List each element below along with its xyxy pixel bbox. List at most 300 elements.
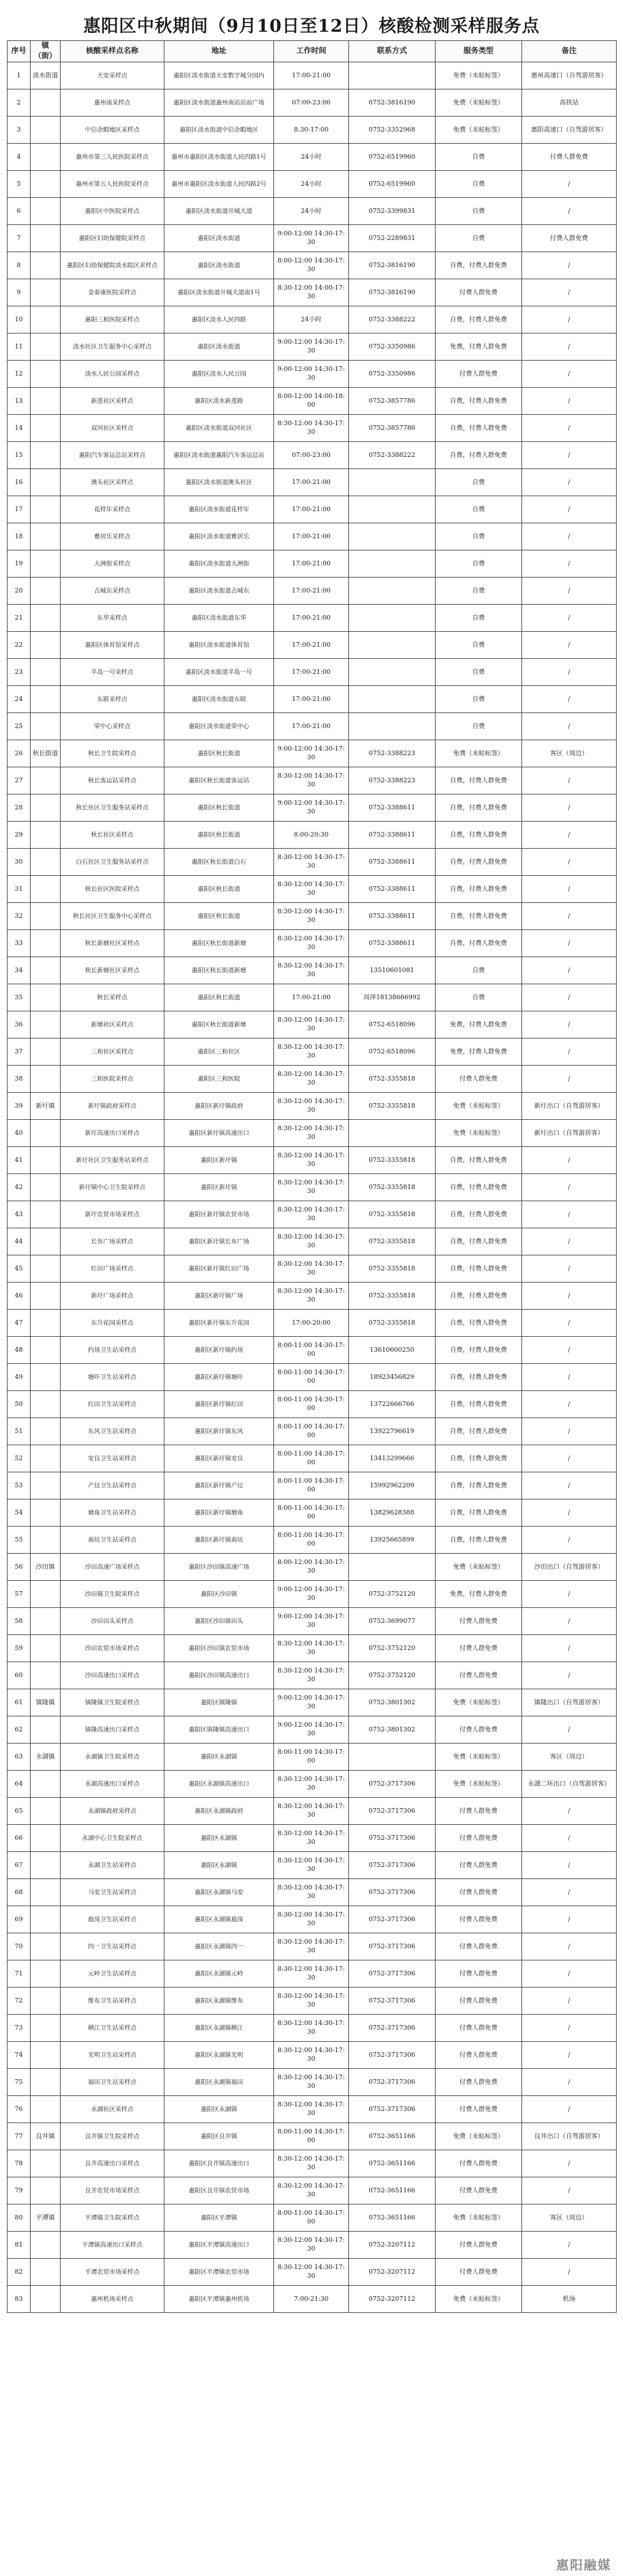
cell-index: 37 — [7, 1038, 31, 1066]
cell-index: 58 — [7, 1608, 31, 1635]
cell-address: 惠阳区永湖镇鹿岗 — [164, 1906, 274, 1933]
cell-notes: 机场 — [522, 2286, 617, 2313]
cell-address: 惠阳区新圩镇南坑 — [164, 1527, 274, 1554]
cell-hours: 24小时 — [274, 306, 349, 333]
cell-address: 惠阳区秋长街道 — [164, 822, 274, 849]
cell-hours: 8:30-12:00 14:30-17:30 — [274, 2259, 349, 2286]
cell-town — [31, 279, 61, 306]
cell-site-name: 东升花园采样点 — [61, 1310, 164, 1337]
cell-contact: 0752-3388611 — [349, 876, 436, 903]
cell-hours: 9:00-12:00 14:30-17:30 — [274, 1716, 349, 1743]
cell-service-type: 自费，付费人群免费 — [436, 415, 522, 442]
cell-town — [31, 2259, 61, 2286]
cell-index: 50 — [7, 1391, 31, 1418]
cell-hours: 8:30-12:00 14:30-17:30 — [274, 1771, 349, 1798]
cell-index: 57 — [7, 1581, 31, 1608]
cell-index: 25 — [7, 713, 31, 740]
cell-contact: 0752-3388222 — [349, 306, 436, 333]
cell-town — [31, 144, 61, 171]
cell-notes: 良井出口（自驾游居客） — [522, 2123, 617, 2150]
cell-service-type: 自费 — [436, 171, 522, 198]
cell-town — [31, 767, 61, 794]
cell-address: 惠阳区淡水街道天安数字城分园内 — [164, 62, 274, 89]
cell-contact: 周萍18138666992 — [349, 984, 436, 1011]
cell-address: 惠阳区新圩镇红田 — [164, 1391, 274, 1418]
cell-address: 惠阳区永湖镇马安 — [164, 1879, 274, 1906]
cell-site-name: 新圩高速出口采样点 — [61, 1120, 164, 1147]
cell-index: 28 — [7, 794, 31, 822]
cell-town — [31, 1337, 61, 1364]
cell-index: 70 — [7, 1933, 31, 1960]
cell-town — [31, 1527, 61, 1554]
table-row — [7, 1581, 617, 1608]
cell-hours: 8:30-12:00 14:30-17:30 — [274, 2042, 349, 2069]
cell-notes: / — [522, 388, 617, 415]
cell-index: 47 — [7, 1310, 31, 1337]
cell-hours: 9:00-12:00 14:30-17:30 — [274, 740, 349, 767]
cell-notes: / — [522, 1906, 617, 1933]
table-row — [7, 89, 617, 117]
table-row — [7, 903, 617, 930]
cell-notes: / — [522, 1445, 617, 1472]
cell-contact: 0752-3717306 — [349, 2042, 436, 2069]
cell-service-type: 自费 — [436, 713, 522, 740]
cell-hours: 9:00-12:00 14:30-17:30 — [274, 333, 349, 361]
cell-town: 秋长街道 — [31, 740, 61, 767]
cell-hours: 8:00-11:00 14:30-17:00 — [274, 1337, 349, 1364]
cell-hours: 8:30-17:00 — [274, 117, 349, 144]
table-row — [7, 2069, 617, 2096]
cell-site-name: 沙田镇卫生院采样点 — [61, 1581, 164, 1608]
cell-town — [31, 1852, 61, 1879]
cell-contact: 0752-3717306 — [349, 2069, 436, 2096]
cell-hours: 8:30-12:00 14:30-17:30 — [274, 1906, 349, 1933]
cell-address: 惠阳区永湖镇光明 — [164, 2042, 274, 2069]
cell-address: 惠阳区新圩镇红田广场 — [164, 1255, 274, 1283]
cell-town: 镇隆镇 — [31, 1689, 61, 1716]
cell-contact — [349, 523, 436, 550]
cell-hours: 8:00-12:00 14:30-17:30 — [274, 1554, 349, 1581]
cell-site-name: 光明卫生站采样点 — [61, 2042, 164, 2069]
cell-service-type: 自费，付费人群免费 — [436, 1228, 522, 1255]
cell-service-type: 自费，付费人群免费 — [436, 388, 522, 415]
cell-index: 15 — [7, 442, 31, 469]
cell-notes: / — [522, 1662, 617, 1689]
cell-town — [31, 1066, 61, 1093]
cell-contact: 0752-6519960 — [349, 171, 436, 198]
cell-hours: 8:30-12:00 14:30-17:30 — [274, 1066, 349, 1093]
cell-notes: 客区（周边） — [522, 1743, 617, 1771]
cell-service-type: 自费 — [436, 957, 522, 984]
cell-contact: 0752-3355818 — [349, 1310, 436, 1337]
cell-address: 惠阳区新圩镇塘角 — [164, 1499, 274, 1527]
table-row — [7, 442, 617, 469]
cell-site-name: 维布卫生站采样点 — [61, 1988, 164, 2015]
cell-town — [31, 225, 61, 252]
cell-notes: / — [522, 2259, 617, 2286]
cell-town — [31, 1771, 61, 1798]
cell-index: 30 — [7, 849, 31, 876]
cell-notes: / — [522, 1499, 617, 1527]
cell-contact — [349, 605, 436, 632]
cell-notes: / — [522, 713, 617, 740]
table-row — [7, 1011, 617, 1038]
table-row — [7, 388, 617, 415]
cell-address: 惠阳区沙田镇高速广场 — [164, 1554, 274, 1581]
cell-service-type: 自费，付费人群免费 — [436, 1337, 522, 1364]
cell-site-name: 南坑卫生站采样点 — [61, 1527, 164, 1554]
cell-town — [31, 2232, 61, 2259]
cell-town — [31, 1960, 61, 1988]
cell-site-name: 新莲社区采样点 — [61, 388, 164, 415]
cell-town: 沙田镇 — [31, 1554, 61, 1581]
cell-service-type: 自费 — [436, 550, 522, 578]
cell-address: 惠阳区永湖镇维布 — [164, 1988, 274, 2015]
cell-address: 惠阳区淡水街道开城大道 — [164, 198, 274, 225]
cell-contact — [349, 659, 436, 686]
cell-town — [31, 523, 61, 550]
cell-site-name: 平潭镇卫生院采样点 — [61, 2204, 164, 2232]
cell-town — [31, 1472, 61, 1499]
cell-address: 惠州市惠阳区淡水街道人民四路2号 — [164, 171, 274, 198]
table-row — [7, 2015, 617, 2042]
table-row — [7, 849, 617, 876]
cell-hours: 8:30-12:00 14:30-17:30 — [274, 1662, 349, 1689]
cell-index: 19 — [7, 550, 31, 578]
table-row — [7, 632, 617, 659]
cell-index: 10 — [7, 306, 31, 333]
cell-contact: 0752-3651166 — [349, 2204, 436, 2232]
cell-contact — [349, 469, 436, 496]
cell-site-name: 中信余暇地区采样点 — [61, 117, 164, 144]
table-row — [7, 1391, 617, 1418]
cell-contact — [349, 632, 436, 659]
cell-site-name: 塘吓卫生站采样点 — [61, 1364, 164, 1391]
cell-notes: / — [522, 2042, 617, 2069]
table-row — [7, 1798, 617, 1825]
table-row — [7, 767, 617, 794]
cell-index: 38 — [7, 1066, 31, 1093]
cell-notes: / — [522, 2015, 617, 2042]
cell-index: 7 — [7, 225, 31, 252]
cell-contact: 13510601081 — [349, 957, 436, 984]
cell-site-name: 惠阳三和医院采样点 — [61, 306, 164, 333]
cell-index: 56 — [7, 1554, 31, 1581]
cell-index: 60 — [7, 1662, 31, 1689]
table-row — [7, 1554, 617, 1581]
table-row — [7, 1472, 617, 1499]
cell-index: 73 — [7, 2015, 31, 2042]
cell-address: 惠阳区淡水街道东华 — [164, 605, 274, 632]
cell-town — [31, 1310, 61, 1337]
cell-town — [31, 1499, 61, 1527]
cell-notes: / — [522, 1038, 617, 1066]
cell-address: 惠阳区良井镇 — [164, 2123, 274, 2150]
cell-index: 74 — [7, 2042, 31, 2069]
cell-site-name: 白石社区卫生服务站采样点 — [61, 849, 164, 876]
cell-notes: / — [522, 1581, 617, 1608]
cell-town — [31, 550, 61, 578]
cell-site-name: 永湖镇政府采样点 — [61, 1798, 164, 1825]
cell-notes: / — [522, 930, 617, 957]
cell-contact — [349, 62, 436, 89]
cell-service-type: 免费（未贴标签） — [436, 1743, 522, 1771]
cell-site-name: 长布广场采样点 — [61, 1228, 164, 1255]
cell-service-type: 付费人群免费 — [436, 1825, 522, 1852]
cell-site-name: 永湖社区采样点 — [61, 2096, 164, 2123]
cell-contact: 0752-3717306 — [349, 1771, 436, 1798]
cell-contact — [349, 1120, 436, 1147]
cell-service-type: 付费人群免费 — [436, 2069, 522, 2096]
cell-service-type: 自费 — [436, 686, 522, 713]
cell-site-name: 古城东采样点 — [61, 578, 164, 605]
cell-site-name: 秋长采样点 — [61, 984, 164, 1011]
cell-service-type: 免费，付费人群免费 — [436, 333, 522, 361]
table-row — [7, 1201, 617, 1228]
cell-index: 35 — [7, 984, 31, 1011]
cell-service-type: 付费人群免费 — [436, 2096, 522, 2123]
cell-index: 59 — [7, 1635, 31, 1662]
cell-hours: 17:00-21:00 — [274, 550, 349, 578]
cell-hours: 8:30-12:00 14:30-17:30 — [274, 1635, 349, 1662]
cell-contact: 0752-3355818 — [349, 1066, 436, 1093]
cell-hours: 8:30-12:00 14:30-17:30 — [274, 1011, 349, 1038]
table-row — [7, 2150, 617, 2177]
cell-hours: 8:30-12:00 14:30-17:30 — [274, 1852, 349, 1879]
cell-address: 惠阳区淡水街道 — [164, 333, 274, 361]
cell-site-name: 秋长客运站采样点 — [61, 767, 164, 794]
cell-index: 23 — [7, 659, 31, 686]
table-row — [7, 1960, 617, 1988]
cell-town — [31, 1988, 61, 2015]
cell-service-type: 自费，付费人群免费 — [436, 1255, 522, 1283]
cell-notes: / — [522, 1933, 617, 1960]
cell-hours: 8:30-12:00 14:30-17:30 — [274, 849, 349, 876]
cell-service-type: 免费（未贴标签） — [436, 1689, 522, 1716]
cell-contact: 18923456829 — [349, 1364, 436, 1391]
cell-site-name: 良井镇卫生院采样点 — [61, 2123, 164, 2150]
cell-notes: / — [522, 523, 617, 550]
cell-index: 49 — [7, 1364, 31, 1391]
cell-town — [31, 1445, 61, 1472]
cell-notes: / — [522, 1228, 617, 1255]
cell-address: 惠阳区秋长街道白石 — [164, 849, 274, 876]
cell-address: 惠阳区淡水街道惠州南站站前广场 — [164, 89, 274, 117]
table-row — [7, 1716, 617, 1743]
table-row — [7, 1228, 617, 1255]
cell-address: 惠阳区淡水人民四路 — [164, 306, 274, 333]
cell-site-name: 安良卫生站采样点 — [61, 1445, 164, 1472]
cell-hours: 8:30-12:00 14:30-17:30 — [274, 1120, 349, 1147]
table-row — [7, 1608, 617, 1635]
cell-site-name: 福田卫生站采样点 — [61, 2069, 164, 2096]
cell-address: 惠阳区良井镇高速出口 — [164, 2150, 274, 2177]
cell-contact — [349, 686, 436, 713]
cell-town — [31, 89, 61, 117]
cell-hours: 8:00-11:00 14:30-17:00 — [274, 1364, 349, 1391]
cell-index: 55 — [7, 1527, 31, 1554]
cell-address: 惠阳区秋长街道 — [164, 740, 274, 767]
cell-service-type: 自费，付费人群免费 — [436, 1310, 522, 1337]
cell-notes: / — [522, 198, 617, 225]
cell-service-type: 免费（未贴标签） — [436, 1554, 522, 1581]
cell-town — [31, 930, 61, 957]
table-row — [7, 1364, 617, 1391]
cell-hours: 8:30-12:00 14:30-17:30 — [274, 2015, 349, 2042]
cell-index: 22 — [7, 632, 31, 659]
cell-notes: / — [522, 442, 617, 469]
cell-town — [31, 1798, 61, 1825]
cell-index: 82 — [7, 2259, 31, 2286]
cell-service-type: 自费，付费人群免费 — [436, 306, 522, 333]
table-row — [7, 225, 617, 252]
cell-hours: 17:00-21:00 — [274, 632, 349, 659]
cell-town — [31, 306, 61, 333]
table-row — [7, 1337, 617, 1364]
cell-service-type: 付费人群免费 — [436, 1608, 522, 1635]
cell-hours: 8:30-12:00 14:30-17:30 — [274, 2069, 349, 2096]
cell-contact: 0752-3717306 — [349, 1852, 436, 1879]
cell-contact: 0752-3350986 — [349, 361, 436, 388]
cell-site-name: 良井农贸市场采样点 — [61, 2177, 164, 2204]
cell-town — [31, 984, 61, 1011]
cell-service-type: 自费，付费人群免费 — [436, 1147, 522, 1174]
cell-town — [31, 2286, 61, 2313]
cell-notes: / — [522, 794, 617, 822]
cell-site-name: 荣中心采样点 — [61, 713, 164, 740]
cell-town — [31, 1038, 61, 1066]
cell-hours: 8:30-12:00 14:30-17:30 — [274, 876, 349, 903]
table-row — [7, 1147, 617, 1174]
cell-notes: / — [522, 1988, 617, 2015]
cell-notes: / — [522, 984, 617, 1011]
cell-town — [31, 794, 61, 822]
cell-address: 惠阳区淡水街道半岛一号 — [164, 659, 274, 686]
cell-index: 52 — [7, 1445, 31, 1472]
cell-index: 80 — [7, 2204, 31, 2232]
cell-contact — [349, 550, 436, 578]
cell-site-name: 元岭卫生站采样点 — [61, 1960, 164, 1988]
cell-service-type: 自费，付费人群免费 — [436, 849, 522, 876]
cell-index: 29 — [7, 822, 31, 849]
cell-town — [31, 632, 61, 659]
cell-site-name: 平潭农贸市场采样点 — [61, 2259, 164, 2286]
cell-index: 54 — [7, 1499, 31, 1527]
cell-address: 惠阳区平潭镇 — [164, 2204, 274, 2232]
table-row — [7, 578, 617, 605]
header-service-type: 服务类型 — [436, 41, 522, 62]
cell-site-name: 惠阳区体育馆采样点 — [61, 632, 164, 659]
cell-hours: 9:00-12:00 14:30-17:30 — [274, 1689, 349, 1716]
cell-contact: 0752-3355818 — [349, 1093, 436, 1120]
cell-index: 78 — [7, 2150, 31, 2177]
table-row — [7, 1825, 617, 1852]
table-row — [7, 252, 617, 279]
cell-notes: / — [522, 1391, 617, 1418]
cell-contact — [349, 578, 436, 605]
cell-site-name: 东联采样点 — [61, 686, 164, 713]
cell-address: 惠阳区淡水新莲路 — [164, 388, 274, 415]
cell-address: 惠阳区永湖镇福田 — [164, 2069, 274, 2096]
table-row — [7, 279, 617, 306]
cell-index: 18 — [7, 523, 31, 550]
cell-notes: / — [522, 2069, 617, 2096]
cell-notes: 沙田出口（自驾游居客） — [522, 1554, 617, 1581]
cell-notes: / — [522, 659, 617, 686]
table-row — [7, 198, 617, 225]
cell-address: 惠阳区淡水街道开城大道南1号 — [164, 279, 274, 306]
cell-notes: 付费人群免费 — [522, 144, 617, 171]
cell-hours: 8:30-12:00 14:30-17:30 — [274, 2096, 349, 2123]
cell-address: 惠阳区新圩镇约场 — [164, 1337, 274, 1364]
cell-town — [31, 388, 61, 415]
cell-hours: 8:30-12:00 14:30-17:30 — [274, 1933, 349, 1960]
cell-town: 良井镇 — [31, 2123, 61, 2150]
cell-service-type: 付费人群免费 — [436, 2042, 522, 2069]
cell-notes: 新圩出口（自驾游居客） — [522, 1120, 617, 1147]
cell-service-type: 付费人群免费 — [436, 1960, 522, 1988]
cell-town — [31, 2042, 61, 2069]
cell-address: 惠阳区淡水街道古城东 — [164, 578, 274, 605]
cell-hours: 17:00-21:00 — [274, 686, 349, 713]
cell-notes: / — [522, 903, 617, 930]
cell-contact: 0752-6518096 — [349, 1011, 436, 1038]
cell-site-name: 惠阳汽车客运总站采样点 — [61, 442, 164, 469]
table-row — [7, 1283, 617, 1310]
cell-town: 平潭镇 — [31, 2204, 61, 2232]
cell-service-type: 免费（未贴标签） — [436, 89, 522, 117]
cell-service-type: 付费人群免费 — [436, 2015, 522, 2042]
cell-notes: 新圩出口（自驾游居客） — [522, 1093, 617, 1120]
cell-hours: 8:00-11:00 14:30-17:00 — [274, 1472, 349, 1499]
cell-address: 惠阳区淡水人民公园 — [164, 361, 274, 388]
cell-site-name: 秋长卫生院采样点 — [61, 740, 164, 767]
cell-address: 惠阳区沙田镇田头 — [164, 1608, 274, 1635]
cell-site-name: 沙田农贸市场采样点 — [61, 1635, 164, 1662]
cell-site-name: 花样年采样点 — [61, 496, 164, 523]
cell-hours: 8:30-12:00 14:30-17:30 — [274, 1093, 349, 1120]
cell-town — [31, 1283, 61, 1310]
cell-notes: / — [522, 1174, 617, 1201]
cell-notes: 永湖二环出口（自驾游居客） — [522, 1771, 617, 1798]
cell-contact: 0752-3801302 — [349, 1716, 436, 1743]
cell-hours: 8:00-11:00 14:30-17:00 — [274, 1391, 349, 1418]
cell-service-type: 付费人群免费 — [436, 279, 522, 306]
cell-service-type: 自费，付费人群免费 — [436, 1445, 522, 1472]
cell-hours: 17:00-21:00 — [274, 605, 349, 632]
cell-index: 71 — [7, 1960, 31, 1988]
cell-hours: 07:00-23:00 — [274, 89, 349, 117]
cell-hours: 24小时 — [274, 171, 349, 198]
cell-town — [31, 713, 61, 740]
table-row — [7, 794, 617, 822]
cell-index: 12 — [7, 361, 31, 388]
table-row — [7, 306, 617, 333]
cell-site-name: 惠州市第三人民医院采样点 — [61, 144, 164, 171]
cell-contact: 0752-3717306 — [349, 1879, 436, 1906]
cell-notes: / — [522, 1364, 617, 1391]
cell-index: 34 — [7, 957, 31, 984]
cell-index: 13 — [7, 388, 31, 415]
cell-index: 43 — [7, 1201, 31, 1228]
cell-town — [31, 1825, 61, 1852]
cell-town — [31, 876, 61, 903]
cell-service-type: 付费人群免费 — [436, 1635, 522, 1662]
cell-contact: 0752-3752120 — [349, 1581, 436, 1608]
cell-notes: / — [522, 1960, 617, 1988]
cell-service-type: 免费（未贴标签） — [436, 1120, 522, 1147]
cell-notes: / — [522, 550, 617, 578]
